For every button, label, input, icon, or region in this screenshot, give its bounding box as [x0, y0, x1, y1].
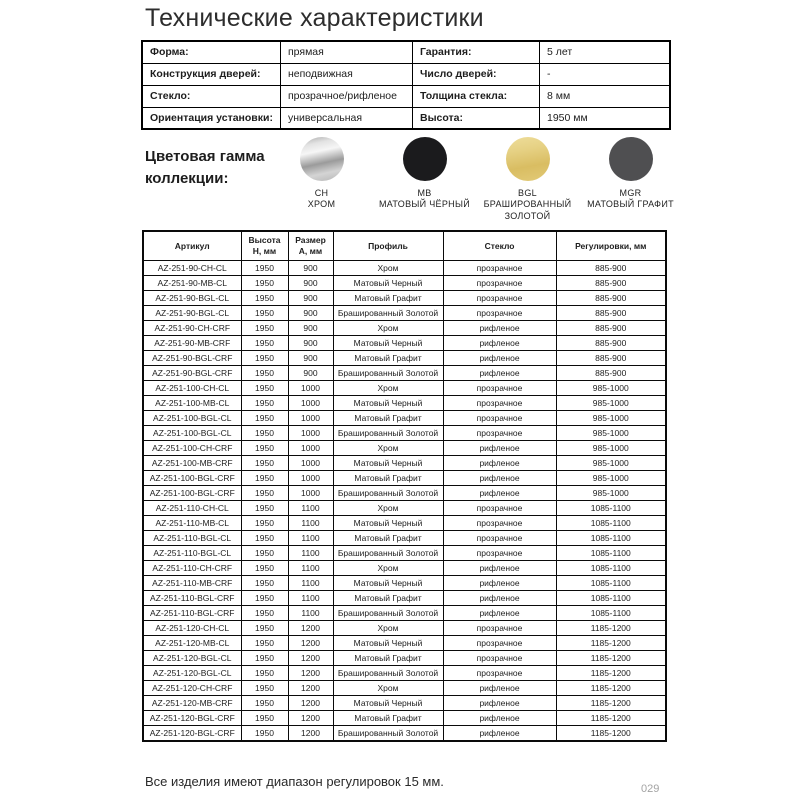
table-row [143, 516, 666, 531]
table-cell: прозрачное [443, 381, 556, 396]
table-cell: 1950 [241, 591, 288, 606]
table-cell: 985-1000 [556, 471, 666, 486]
table-cell: Матовый Черный [333, 456, 443, 471]
table-cell: Матовый Графит [333, 411, 443, 426]
table-cell: рифленое [443, 456, 556, 471]
column-header: Профиль [333, 231, 443, 261]
table-cell: 1950 [241, 261, 288, 276]
table-cell: 1200 [288, 636, 333, 651]
color-gamma-label: Цветовая гамма коллекции: [145, 148, 265, 187]
table-cell: 1000 [288, 381, 333, 396]
table-cell: Хром [333, 321, 443, 336]
table-cell: Матовый Черный [333, 576, 443, 591]
table-cell: 1085-1100 [556, 531, 666, 546]
table-cell: 1085-1100 [556, 606, 666, 621]
spec-label: Толщина стекла: [412, 85, 539, 107]
table-cell: 1200 [288, 711, 333, 726]
table-row [143, 651, 666, 666]
table-cell: Хром [333, 621, 443, 636]
table-cell: Брашированный Золотой [333, 666, 443, 681]
spec-value: универсальная [280, 107, 412, 129]
spec-value: - [539, 63, 670, 85]
table-cell: 1950 [241, 291, 288, 306]
swatch-circle-ch [300, 137, 344, 181]
table-cell: AZ-251-100-BGL-CRF [143, 471, 241, 486]
table-cell: AZ-251-110-CH-CRF [143, 561, 241, 576]
table-cell: 1185-1200 [556, 666, 666, 681]
table-cell: 900 [288, 351, 333, 366]
table-cell: прозрачное [443, 546, 556, 561]
page-title: Технические характеристики [145, 4, 484, 32]
table-cell: AZ-251-100-CH-CL [143, 381, 241, 396]
table-cell: прозрачное [443, 621, 556, 636]
table-cell: 1950 [241, 546, 288, 561]
spec-row [142, 85, 670, 107]
spec-value: 8 мм [539, 85, 670, 107]
table-cell: 1950 [241, 501, 288, 516]
table-cell: 1200 [288, 696, 333, 711]
table-cell: Брашированный Золотой [333, 366, 443, 381]
table-cell: AZ-251-90-MB-CRF [143, 336, 241, 351]
table-cell: рифленое [443, 471, 556, 486]
table-cell: 1950 [241, 606, 288, 621]
table-cell: 1950 [241, 456, 288, 471]
table-cell: 1000 [288, 426, 333, 441]
swatch-circle-mgr [609, 137, 653, 181]
table-cell: 1200 [288, 681, 333, 696]
table-cell: 1950 [241, 651, 288, 666]
table-cell: Брашированный Золотой [333, 306, 443, 321]
swatch-bgl [476, 137, 579, 222]
table-cell: 1185-1200 [556, 651, 666, 666]
table-cell: 985-1000 [556, 381, 666, 396]
table-row [143, 426, 666, 441]
table-cell: 1085-1100 [556, 576, 666, 591]
table-cell: 1185-1200 [556, 636, 666, 651]
table-cell: 900 [288, 261, 333, 276]
table-cell: 985-1000 [556, 411, 666, 426]
table-cell: AZ-251-110-MB-CRF [143, 576, 241, 591]
table-cell: рифленое [443, 486, 556, 501]
swatch-mb [373, 137, 476, 222]
spec-value: прозрачное/рифленое [280, 85, 412, 107]
table-cell: 985-1000 [556, 426, 666, 441]
table-cell: AZ-251-120-BGL-CRF [143, 711, 241, 726]
table-cell: AZ-251-90-MB-CL [143, 276, 241, 291]
spec-label: Гарантия: [412, 41, 539, 63]
table-cell: Матовый Графит [333, 711, 443, 726]
table-cell: рифленое [443, 366, 556, 381]
table-cell: рифленое [443, 561, 556, 576]
table-cell: Матовый Черный [333, 396, 443, 411]
table-cell: 1200 [288, 621, 333, 636]
table-header-row [143, 231, 666, 261]
table-cell: AZ-251-90-BGL-CRF [143, 351, 241, 366]
table-cell: 1000 [288, 471, 333, 486]
swatch-ch [270, 137, 373, 222]
spec-value: прямая [280, 41, 412, 63]
table-cell: Хром [333, 441, 443, 456]
table-cell: Матовый Черный [333, 516, 443, 531]
table-cell: 1100 [288, 501, 333, 516]
table-cell: 1950 [241, 411, 288, 426]
table-row [143, 501, 666, 516]
spec-label: Ориентация установки: [142, 107, 280, 129]
table-cell: прозрачное [443, 636, 556, 651]
spec-label: Стекло: [142, 85, 280, 107]
table-row [143, 576, 666, 591]
table-cell: AZ-251-120-CH-CRF [143, 681, 241, 696]
swatch-name: МАТОВЫЙ ГРАФИТ [587, 199, 674, 209]
table-cell: AZ-251-90-BGL-CL [143, 306, 241, 321]
table-cell: Матовый Графит [333, 651, 443, 666]
product-table [142, 230, 667, 742]
table-cell: AZ-251-90-CH-CL [143, 261, 241, 276]
table-cell: Матовый Графит [333, 351, 443, 366]
swatch-circle-mb [403, 137, 447, 181]
table-row [143, 471, 666, 486]
table-row [143, 636, 666, 651]
table-cell: 1950 [241, 516, 288, 531]
table-cell: прозрачное [443, 261, 556, 276]
column-header: Стекло [443, 231, 556, 261]
table-cell: 1100 [288, 516, 333, 531]
table-cell: 1185-1200 [556, 696, 666, 711]
table-cell: 1000 [288, 456, 333, 471]
table-cell: 1100 [288, 561, 333, 576]
table-cell: 1100 [288, 576, 333, 591]
column-header: Размер A, мм [288, 231, 333, 261]
table-row [143, 441, 666, 456]
table-cell: 1185-1200 [556, 711, 666, 726]
table-cell: 1085-1100 [556, 546, 666, 561]
table-row [143, 591, 666, 606]
footer-note: Все изделия имеют диапазон регулировок 15 мм. [145, 774, 444, 789]
table-cell: 1950 [241, 471, 288, 486]
table-cell: 885-900 [556, 351, 666, 366]
table-row [143, 456, 666, 471]
table-cell: 1185-1200 [556, 621, 666, 636]
table-cell: прозрачное [443, 306, 556, 321]
table-cell: AZ-251-100-MB-CL [143, 396, 241, 411]
table-cell: AZ-251-110-BGL-CRF [143, 606, 241, 621]
table-cell: Брашированный Золотой [333, 426, 443, 441]
table-cell: прозрачное [443, 666, 556, 681]
table-cell: рифленое [443, 726, 556, 741]
table-row [143, 366, 666, 381]
table-cell: 1950 [241, 636, 288, 651]
table-cell: AZ-251-120-MB-CRF [143, 696, 241, 711]
table-row [143, 336, 666, 351]
table-cell: 1085-1100 [556, 501, 666, 516]
table-cell: Хром [333, 561, 443, 576]
table-cell: 1100 [288, 606, 333, 621]
table-cell: 1185-1200 [556, 726, 666, 741]
table-row [143, 606, 666, 621]
table-cell: Матовый Черный [333, 336, 443, 351]
column-header: Артикул [143, 231, 241, 261]
table-cell: 885-900 [556, 321, 666, 336]
table-row [143, 351, 666, 366]
table-cell: 1950 [241, 336, 288, 351]
table-cell: 1100 [288, 591, 333, 606]
column-header: Регулировки, мм [556, 231, 666, 261]
table-cell: Хром [333, 261, 443, 276]
table-cell: прозрачное [443, 291, 556, 306]
table-cell: рифленое [443, 321, 556, 336]
swatch-name: БРАШИРОВАННЫЙ ЗОЛОТОЙ [483, 199, 572, 222]
table-cell: 1950 [241, 711, 288, 726]
table-cell: прозрачное [443, 276, 556, 291]
table-cell: 1085-1100 [556, 561, 666, 576]
table-cell: 1200 [288, 726, 333, 741]
table-cell: 1950 [241, 576, 288, 591]
swatch-mgr [579, 137, 682, 222]
table-cell: AZ-251-110-BGL-CRF [143, 591, 241, 606]
table-cell: 1950 [241, 696, 288, 711]
spec-label: Число дверей: [412, 63, 539, 85]
table-row [143, 381, 666, 396]
table-cell: AZ-251-120-BGL-CL [143, 666, 241, 681]
table-cell: прозрачное [443, 516, 556, 531]
table-cell: рифленое [443, 711, 556, 726]
table-cell: рифленое [443, 591, 556, 606]
table-cell: Матовый Графит [333, 291, 443, 306]
table-cell: 885-900 [556, 366, 666, 381]
table-cell: 1000 [288, 411, 333, 426]
page-number: 029 [641, 783, 660, 795]
table-cell: 1950 [241, 426, 288, 441]
table-row [143, 486, 666, 501]
spec-row [142, 107, 670, 129]
table-cell: 900 [288, 306, 333, 321]
table-cell: прозрачное [443, 411, 556, 426]
table-cell: рифленое [443, 441, 556, 456]
table-cell: Матовый Черный [333, 636, 443, 651]
table-cell: 885-900 [556, 291, 666, 306]
spec-row [142, 41, 670, 63]
table-cell: AZ-251-120-BGL-CL [143, 651, 241, 666]
swatch-code: BGL [518, 188, 537, 198]
table-cell: рифленое [443, 576, 556, 591]
table-cell: AZ-251-110-CH-CL [143, 501, 241, 516]
spec-label: Высота: [412, 107, 539, 129]
table-row [143, 411, 666, 426]
color-swatches [270, 137, 682, 222]
table-cell: Хром [333, 681, 443, 696]
table-cell: 1185-1200 [556, 681, 666, 696]
table-cell: рифленое [443, 696, 556, 711]
table-cell: 1950 [241, 381, 288, 396]
table-cell: AZ-251-90-BGL-CRF [143, 366, 241, 381]
table-row [143, 666, 666, 681]
table-cell: рифленое [443, 336, 556, 351]
table-row [143, 306, 666, 321]
table-cell: 1000 [288, 396, 333, 411]
table-cell: прозрачное [443, 396, 556, 411]
table-row [143, 531, 666, 546]
table-row [143, 561, 666, 576]
table-cell: Хром [333, 381, 443, 396]
table-cell: 1085-1100 [556, 516, 666, 531]
table-row [143, 726, 666, 741]
table-cell: 1950 [241, 621, 288, 636]
table-cell: 1950 [241, 561, 288, 576]
table-cell: 900 [288, 276, 333, 291]
table-cell: 1950 [241, 366, 288, 381]
table-cell: 900 [288, 336, 333, 351]
table-cell: рифленое [443, 606, 556, 621]
table-cell: Брашированный Золотой [333, 486, 443, 501]
table-cell: Матовый Графит [333, 591, 443, 606]
table-cell: AZ-251-110-BGL-CL [143, 531, 241, 546]
table-cell: рифленое [443, 351, 556, 366]
table-cell: прозрачное [443, 651, 556, 666]
table-cell: 1950 [241, 306, 288, 321]
table-cell: 1950 [241, 321, 288, 336]
table-cell: 1100 [288, 531, 333, 546]
table-cell: Матовый Графит [333, 471, 443, 486]
table-row [143, 681, 666, 696]
table-cell: AZ-251-100-BGL-CL [143, 411, 241, 426]
table-cell: 1200 [288, 666, 333, 681]
table-cell: 885-900 [556, 306, 666, 321]
table-cell: Матовый Черный [333, 276, 443, 291]
table-cell: Матовый Черный [333, 696, 443, 711]
table-cell: 985-1000 [556, 441, 666, 456]
table-cell: 1200 [288, 651, 333, 666]
table-row [143, 321, 666, 336]
column-header: Высота H, мм [241, 231, 288, 261]
table-cell: 1000 [288, 486, 333, 501]
table-cell: 900 [288, 366, 333, 381]
table-cell: 1950 [241, 726, 288, 741]
table-cell: 1950 [241, 666, 288, 681]
swatch-code: CH [314, 188, 329, 198]
table-row [143, 621, 666, 636]
table-cell: 1950 [241, 276, 288, 291]
table-cell: 900 [288, 291, 333, 306]
spec-label: Конструкция дверей: [142, 63, 280, 85]
table-cell: 985-1000 [556, 396, 666, 411]
table-cell: AZ-251-110-BGL-CL [143, 546, 241, 561]
table-cell: Брашированный Золотой [333, 546, 443, 561]
table-cell: 885-900 [556, 336, 666, 351]
table-cell: 1950 [241, 441, 288, 456]
table-cell: 900 [288, 321, 333, 336]
table-cell: Матовый Графит [333, 531, 443, 546]
table-cell: AZ-251-120-MB-CL [143, 636, 241, 651]
spec-value: 1950 мм [539, 107, 670, 129]
swatch-name: ХРОМ [307, 199, 336, 209]
table-row [143, 291, 666, 306]
table-cell: AZ-251-100-BGL-CRF [143, 486, 241, 501]
table-cell: прозрачное [443, 531, 556, 546]
table-cell: AZ-251-90-BGL-CL [143, 291, 241, 306]
swatch-circle-bgl [506, 137, 550, 181]
table-cell: AZ-251-100-MB-CRF [143, 456, 241, 471]
table-cell: рифленое [443, 681, 556, 696]
table-cell: 1950 [241, 486, 288, 501]
table-cell: 1000 [288, 441, 333, 456]
table-row [143, 711, 666, 726]
table-cell: Хром [333, 501, 443, 516]
table-row [143, 261, 666, 276]
table-cell: 1950 [241, 531, 288, 546]
table-cell: Брашированный Золотой [333, 606, 443, 621]
table-cell: прозрачное [443, 426, 556, 441]
table-cell: 985-1000 [556, 486, 666, 501]
table-cell: 1085-1100 [556, 591, 666, 606]
spec-value: неподвижная [280, 63, 412, 85]
table-cell: Брашированный Золотой [333, 726, 443, 741]
swatch-name: МАТОВЫЙ ЧЁРНЫЙ [379, 199, 470, 209]
table-cell: 1950 [241, 396, 288, 411]
table-cell: 1100 [288, 546, 333, 561]
table-row [143, 276, 666, 291]
swatch-code: MB [417, 188, 432, 198]
table-row [143, 696, 666, 711]
table-cell: 885-900 [556, 261, 666, 276]
table-cell: AZ-251-100-CH-CRF [143, 441, 241, 456]
spec-label: Форма: [142, 41, 280, 63]
table-cell: AZ-251-110-MB-CL [143, 516, 241, 531]
table-cell: AZ-251-120-BGL-CRF [143, 726, 241, 741]
table-cell: AZ-251-90-CH-CRF [143, 321, 241, 336]
spec-table [141, 40, 671, 130]
table-row [143, 396, 666, 411]
table-cell: прозрачное [443, 501, 556, 516]
table-cell: 885-900 [556, 276, 666, 291]
table-row [143, 546, 666, 561]
table-cell: AZ-251-100-BGL-CL [143, 426, 241, 441]
table-cell: 1950 [241, 351, 288, 366]
spec-value: 5 лет [539, 41, 670, 63]
swatch-code: MGR [619, 188, 642, 198]
table-cell: 985-1000 [556, 456, 666, 471]
table-cell: 1950 [241, 681, 288, 696]
table-cell: AZ-251-120-CH-CL [143, 621, 241, 636]
spec-row [142, 63, 670, 85]
